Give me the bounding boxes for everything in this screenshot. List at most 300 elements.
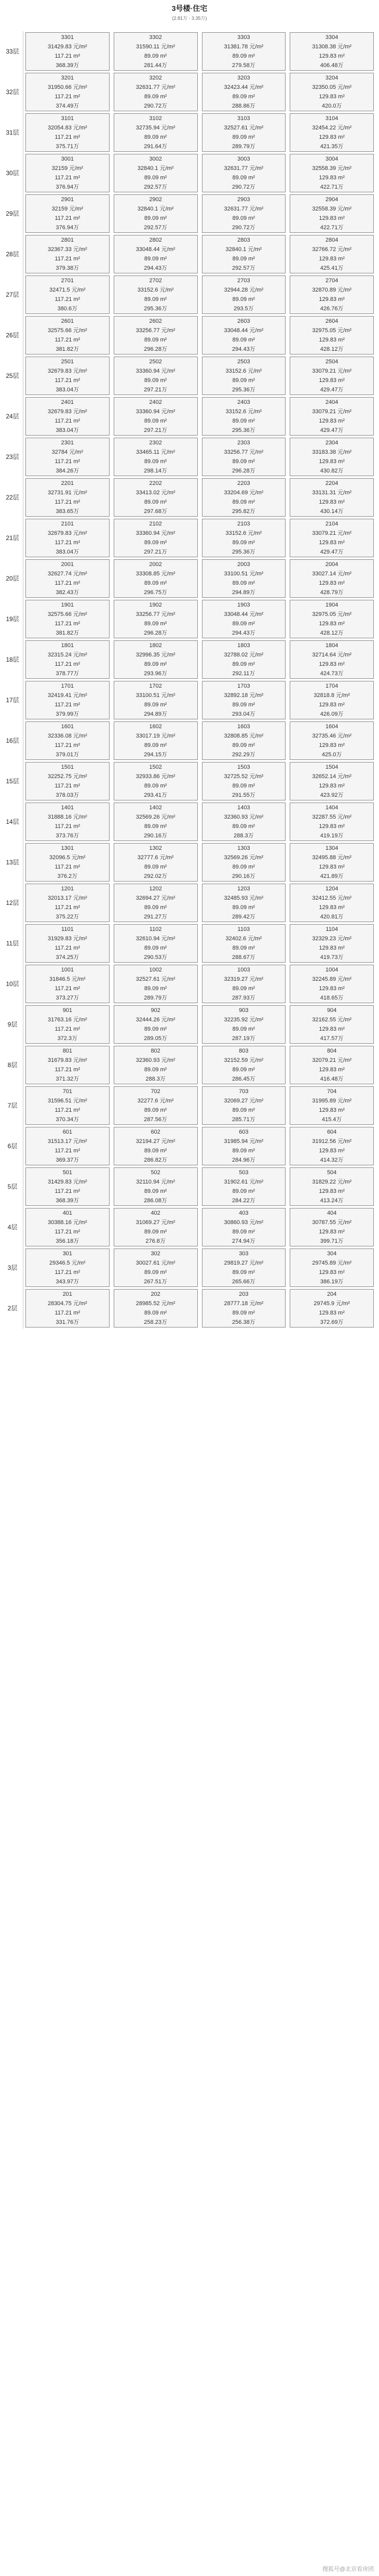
unit-room: 804 (327, 1048, 337, 1054)
unit-cell (202, 1208, 286, 1246)
unit-area: 117.21 m² (55, 985, 80, 992)
unit-total: 292.57万 (144, 225, 167, 231)
unit-total: 291.55万 (232, 792, 255, 798)
unit-total: 288.67万 (232, 954, 255, 961)
unit-price: 32423.44 元/m² (224, 84, 264, 90)
unit-area: 117.21 m² (55, 823, 80, 830)
unit-room: 3001 (61, 156, 74, 162)
unit-cell (114, 721, 198, 760)
unit-area: 89.09 m² (232, 175, 255, 181)
unit-area: 129.83 m² (319, 377, 345, 384)
unit-price: 32631.77 元/m² (224, 206, 264, 212)
unit-cell (25, 357, 110, 395)
unit-room: 2202 (149, 480, 162, 487)
unit-price: 32933.86 元/m² (136, 773, 175, 780)
floor-row (2, 1207, 376, 1247)
floor-row (2, 193, 376, 234)
unit-area: 129.83 m² (319, 904, 345, 911)
unit-total: 430.14万 (320, 508, 344, 515)
unit-total: 292.57万 (144, 184, 167, 190)
unit-cell (25, 519, 110, 557)
unit-price: 33183.38 元/m² (312, 449, 352, 455)
unit-total: 414.32万 (320, 1157, 344, 1163)
unit-room: 803 (239, 1048, 249, 1054)
watermark-text: 搜狐号@北京看房团 (322, 2566, 374, 2572)
unit-cell (290, 1248, 374, 1287)
unit-total: 375.22万 (56, 914, 79, 920)
unit-total: 375.71万 (56, 143, 79, 150)
unit-area: 89.09 m² (144, 742, 167, 748)
unit-area: 89.09 m² (232, 985, 255, 992)
unit-total: 274.94万 (232, 1238, 255, 1244)
unit-area: 89.09 m² (144, 175, 167, 181)
unit-cell (290, 884, 374, 922)
unit-price: 32287.55 元/m² (312, 814, 352, 820)
unit-price: 32569.26 元/m² (224, 855, 264, 861)
unit-total: 297.21万 (144, 549, 167, 555)
unit-cell (290, 1005, 374, 1044)
unit-price: 30860.93 元/m² (224, 1219, 264, 1226)
unit-area: 89.09 m² (144, 823, 167, 830)
floor-label: 18层 (2, 639, 23, 680)
unit-price: 32575.66 元/m² (47, 327, 87, 334)
unit-area: 117.21 m² (55, 1188, 80, 1194)
unit-cell (290, 519, 374, 557)
unit-cell (25, 803, 110, 841)
unit-cell (202, 235, 286, 273)
unit-cell (25, 1046, 110, 1084)
unit-room: 2201 (61, 480, 74, 487)
unit-room: 1203 (237, 886, 250, 892)
unit-area: 117.21 m² (55, 621, 80, 627)
unit-cell (114, 478, 198, 517)
unit-price: 33048.44 元/m² (224, 327, 264, 334)
unit-area: 129.83 m² (319, 864, 345, 870)
unit-room: 3302 (149, 34, 162, 41)
unit-area: 129.83 m² (319, 53, 345, 59)
floor-label: 10层 (2, 964, 23, 1004)
unit-total: 430.82万 (320, 468, 344, 474)
unit-area: 89.09 m² (144, 985, 167, 992)
unit-room: 503 (239, 1169, 249, 1176)
unit-price: 33256.77 元/m² (136, 327, 175, 334)
unit-total: 379.01万 (56, 752, 79, 758)
unit-price: 31888.16 元/m² (47, 814, 87, 820)
unit-cell (290, 113, 374, 152)
floor-row (2, 761, 376, 801)
unit-total: 386.19万 (320, 1279, 344, 1285)
unit-total: 289.79万 (144, 995, 167, 1001)
unit-cell (114, 235, 198, 273)
unit-room: 1104 (326, 926, 338, 932)
unit-price: 32892.18 元/m² (224, 692, 264, 699)
unit-room: 2504 (325, 359, 339, 365)
unit-price: 33256.77 元/m² (136, 611, 175, 617)
floor-label: 31层 (2, 112, 23, 153)
unit-price: 32631.77 元/m² (224, 165, 264, 172)
unit-cell (25, 275, 110, 314)
unit-total: 291.64万 (144, 143, 167, 150)
unit-area: 89.09 m² (232, 1310, 255, 1316)
unit-total: 297.68万 (144, 508, 167, 515)
unit-cell (25, 32, 110, 71)
unit-total: 294.43万 (232, 346, 255, 352)
unit-area: 129.83 m² (319, 499, 345, 505)
unit-price: 30787.55 元/m² (312, 1219, 352, 1226)
unit-area: 117.21 m² (55, 1148, 80, 1154)
unit-room: 1201 (61, 886, 74, 892)
unit-room: 2604 (325, 318, 339, 324)
unit-price: 33413.02 元/m² (136, 490, 175, 496)
unit-total: 297.21万 (144, 427, 167, 433)
unit-room: 901 (62, 1007, 73, 1014)
unit-cell (114, 32, 198, 71)
unit-total: 383.65万 (56, 508, 79, 515)
unit-room: 2804 (325, 237, 339, 243)
unit-price: 33048.44 元/m² (136, 246, 175, 253)
floor-row (2, 558, 376, 599)
unit-total: 293.5万 (234, 306, 254, 312)
unit-area: 89.09 m² (232, 337, 255, 343)
floor-row (2, 639, 376, 680)
unit-total: 343.97万 (56, 1279, 79, 1285)
unit-area: 89.09 m² (144, 215, 167, 221)
unit-cell (114, 1046, 198, 1084)
unit-cell (290, 600, 374, 638)
unit-total: 426.76万 (320, 306, 344, 312)
unit-cell (202, 1046, 286, 1084)
unit-room: 1503 (237, 764, 250, 770)
floor-label: 2层 (2, 1288, 23, 1329)
unit-total: 424.73万 (320, 671, 344, 677)
unit-area: 89.09 m² (144, 296, 167, 303)
unit-room: 2501 (61, 359, 74, 365)
unit-room: 1004 (325, 967, 339, 973)
unit-area: 129.83 m² (319, 945, 345, 951)
unit-cell (290, 721, 374, 760)
unit-cell (290, 559, 374, 598)
unit-room: 2102 (149, 521, 162, 527)
unit-cell (25, 1167, 110, 1206)
unit-cell (202, 1167, 286, 1206)
unit-price: 32402.6 元/m² (225, 936, 262, 942)
unit-area: 89.09 m² (144, 783, 167, 789)
unit-room: 2303 (237, 440, 250, 446)
unit-total: 295.82万 (232, 508, 255, 515)
unit-area: 89.09 m² (232, 742, 255, 748)
unit-total: 290.53万 (144, 954, 167, 961)
unit-room: 402 (151, 1210, 160, 1216)
floor-label: 14层 (2, 801, 23, 842)
unit-area: 89.09 m² (144, 377, 167, 384)
unit-area: 89.09 m² (144, 580, 167, 586)
unit-total: 296.75万 (144, 589, 167, 596)
unit-cell (114, 803, 198, 841)
unit-price: 32277.6 元/m² (137, 1098, 174, 1104)
unit-total: 297.21万 (144, 387, 167, 393)
unit-price: 32194.27 元/m² (136, 1138, 175, 1145)
unit-area: 117.21 m² (55, 904, 80, 911)
floor-label: 29层 (2, 193, 23, 234)
unit-cell (25, 1005, 110, 1044)
unit-area: 117.21 m² (55, 1107, 80, 1113)
unit-room: 1401 (61, 805, 74, 811)
unit-area: 89.09 m² (232, 296, 255, 303)
unit-cell (290, 843, 374, 882)
unit-price: 33027.14 元/m² (312, 571, 352, 577)
unit-price: 32527.61 元/m² (224, 125, 264, 131)
unit-area: 117.21 m² (55, 458, 80, 465)
unit-total: 426.09万 (320, 711, 344, 717)
unit-room: 601 (62, 1129, 73, 1135)
floor-row (2, 153, 376, 193)
unit-total: 295.36万 (232, 427, 255, 433)
unit-room: 3304 (325, 34, 339, 41)
unit-cell (202, 1005, 286, 1044)
floor-label: 23层 (2, 437, 23, 477)
unit-area: 89.09 m² (232, 702, 255, 708)
unit-price: 32527.61 元/m² (136, 976, 175, 982)
unit-room: 203 (239, 1291, 249, 1297)
unit-total: 288.86万 (232, 103, 255, 109)
floor-row (2, 1166, 376, 1207)
unit-cell (114, 1127, 198, 1165)
unit-price: 33465.11 元/m² (136, 449, 175, 455)
unit-room: 3103 (237, 115, 250, 122)
unit-total: 292.02万 (144, 873, 167, 879)
unit-area: 89.09 m² (232, 1107, 255, 1113)
unit-total: 399.71万 (320, 1238, 344, 1244)
unit-price: 32159 元/m² (51, 206, 84, 212)
unit-cell (25, 1127, 110, 1165)
unit-room: 302 (151, 1251, 160, 1257)
unit-area: 117.21 m² (55, 1067, 80, 1073)
unit-cell (202, 640, 286, 679)
unit-room: 1703 (237, 683, 250, 689)
unit-room: 2802 (149, 237, 162, 243)
unit-cell (202, 884, 286, 922)
unit-price: 31381.78 元/m² (224, 44, 264, 50)
unit-total: 292.57万 (232, 265, 255, 271)
unit-room: 2803 (237, 237, 250, 243)
unit-cell (290, 1289, 374, 1328)
unit-area: 89.09 m² (232, 499, 255, 505)
unit-cell (114, 275, 198, 314)
floor-label: 33层 (2, 31, 23, 72)
unit-area: 117.21 m² (55, 377, 80, 384)
unit-area: 117.21 m² (55, 580, 80, 586)
unit-total: 331.76万 (56, 1319, 79, 1325)
unit-cell (114, 194, 198, 233)
unit-area: 117.21 m² (55, 1269, 80, 1276)
unit-price: 32336.08 元/m² (47, 733, 87, 739)
unit-total: 425.41万 (320, 265, 344, 271)
unit-total: 290.72万 (232, 225, 255, 231)
unit-cell (25, 843, 110, 882)
unit-price: 32870.89 元/m² (312, 287, 352, 293)
unit-price: 32235.92 元/m² (224, 1017, 264, 1023)
unit-area: 117.21 m² (55, 53, 80, 59)
unit-price: 32652.14 元/m² (312, 773, 352, 780)
unit-total: 292.29万 (232, 752, 255, 758)
unit-cell (290, 235, 374, 273)
unit-room: 404 (327, 1210, 337, 1216)
unit-price: 32784 元/m² (51, 449, 84, 455)
unit-cell (202, 600, 286, 638)
unit-room: 303 (239, 1251, 249, 1257)
unit-room: 1303 (237, 845, 250, 851)
floor-label: 21层 (2, 518, 23, 558)
unit-area: 89.09 m² (144, 499, 167, 505)
unit-room: 602 (151, 1129, 160, 1135)
floor-label: 12层 (2, 883, 23, 923)
unit-price: 31513.17 元/m² (47, 1138, 87, 1145)
unit-area: 89.09 m² (144, 540, 167, 546)
unit-room: 604 (327, 1129, 337, 1135)
unit-cell (114, 438, 198, 476)
unit-cell (114, 884, 198, 922)
floor-row (2, 599, 376, 639)
unit-room: 2001 (61, 561, 74, 568)
unit-area: 89.09 m² (232, 540, 255, 546)
floor-label: 25层 (2, 356, 23, 396)
unit-room: 2703 (237, 278, 250, 284)
unit-total: 289.42万 (232, 914, 255, 920)
unit-price: 32252.75 元/m² (47, 773, 87, 780)
unit-price: 32788.02 元/m² (224, 652, 264, 658)
unit-cell (114, 600, 198, 638)
unit-area: 129.83 m² (319, 175, 345, 181)
unit-total: 284.96万 (232, 1157, 255, 1163)
unit-cell (25, 681, 110, 719)
unit-price: 32731.91 元/m² (47, 490, 87, 496)
unit-total: 421.35万 (320, 143, 344, 150)
unit-price: 32818.8 元/m² (314, 692, 350, 699)
floor-row (2, 315, 376, 356)
unit-grid (2, 31, 376, 1329)
unit-price: 30027.61 元/m² (136, 1260, 175, 1266)
unit-cell (202, 1289, 286, 1328)
unit-price: 32631.77 元/m² (136, 84, 175, 90)
floor-row (2, 1045, 376, 1085)
unit-total: 287.56万 (144, 1116, 167, 1123)
unit-area: 129.83 m² (319, 296, 345, 303)
floor-label: 27层 (2, 274, 23, 315)
unit-room: 2304 (325, 440, 339, 446)
unit-total: 287.93万 (232, 995, 255, 1001)
unit-price: 32054.83 元/m² (47, 125, 87, 131)
unit-cell (25, 397, 110, 436)
unit-room: 3201 (61, 75, 74, 81)
unit-room: 902 (151, 1007, 160, 1014)
unit-room: 304 (327, 1251, 337, 1257)
unit-total: 294.43万 (144, 265, 167, 271)
unit-room: 1704 (325, 683, 339, 689)
unit-room: 1904 (325, 602, 339, 608)
unit-area: 117.21 m² (55, 1310, 80, 1316)
unit-price: 32558.39 元/m² (312, 165, 352, 172)
unit-price: 32162.55 元/m² (312, 1017, 352, 1023)
unit-area: 129.83 m² (319, 661, 345, 667)
unit-price: 32840.1 元/m² (225, 246, 262, 253)
unit-room: 1302 (149, 845, 162, 851)
unit-room: 2004 (325, 561, 339, 568)
unit-price: 33204.69 元/m² (224, 490, 264, 496)
unit-cell (202, 397, 286, 436)
unit-room: 2503 (237, 359, 250, 365)
unit-total: 279.58万 (232, 62, 255, 69)
unit-total: 420.81万 (320, 914, 344, 920)
unit-price: 32444.26 元/m² (136, 1017, 175, 1023)
floor-row (2, 923, 376, 964)
unit-area: 89.09 m² (144, 661, 167, 667)
unit-area: 129.83 m² (319, 540, 345, 546)
unit-total: 381.82万 (56, 630, 79, 636)
floor-label: 28层 (2, 234, 23, 274)
unit-cell (114, 1005, 198, 1044)
unit-price: 33256.77 元/m² (224, 449, 264, 455)
unit-total: 379.99万 (56, 711, 79, 717)
unit-total: 422.71万 (320, 225, 344, 231)
unit-room: 1803 (237, 642, 250, 649)
unit-cell (25, 1086, 110, 1125)
unit-total: 421.89万 (320, 873, 344, 879)
unit-total: 374.25万 (56, 954, 79, 961)
unit-total: 419.19万 (320, 833, 344, 839)
unit-cell (114, 843, 198, 882)
unit-cell (290, 154, 374, 192)
unit-total: 370.34万 (56, 1116, 79, 1123)
unit-area: 129.83 m² (319, 1026, 345, 1032)
unit-cell (25, 235, 110, 273)
floor-row (2, 477, 376, 518)
floor-label: 22层 (2, 477, 23, 518)
unit-cell (25, 438, 110, 476)
unit-total: 289.05万 (144, 1035, 167, 1042)
unit-room: 3202 (149, 75, 162, 81)
unit-total: 381.82万 (56, 346, 79, 352)
unit-cell (202, 1248, 286, 1287)
unit-room: 2602 (149, 318, 162, 324)
unit-price: 31069.27 元/m² (136, 1219, 175, 1226)
unit-price: 32558.39 元/m² (312, 206, 352, 212)
unit-price: 33360.94 元/m² (136, 368, 175, 374)
unit-room: 702 (151, 1088, 160, 1095)
unit-area: 89.09 m² (232, 377, 255, 384)
unit-total: 383.04万 (56, 549, 79, 555)
floor-row (2, 1085, 376, 1126)
unit-cell (290, 194, 374, 233)
floor-row (2, 680, 376, 720)
unit-total: 415.4万 (321, 1116, 342, 1123)
floor-label: 9层 (2, 1004, 23, 1045)
unit-total: 376.2万 (57, 873, 78, 879)
unit-room: 1204 (325, 886, 339, 892)
unit-total: 294.15万 (144, 752, 167, 758)
unit-cell (114, 1167, 198, 1206)
unit-price: 33360.94 元/m² (136, 530, 175, 536)
unit-price: 31308.38 元/m² (312, 44, 352, 50)
floor-label: 15层 (2, 761, 23, 801)
floor-row (2, 437, 376, 477)
unit-total: 286.45万 (232, 1076, 255, 1082)
unit-cell (114, 681, 198, 719)
unit-price: 32808.85 元/m² (224, 733, 264, 739)
unit-total: 379.38万 (56, 265, 79, 271)
unit-room: 2903 (237, 196, 250, 203)
unit-room: 2402 (149, 399, 162, 405)
unit-price: 32735.46 元/m² (312, 733, 352, 739)
